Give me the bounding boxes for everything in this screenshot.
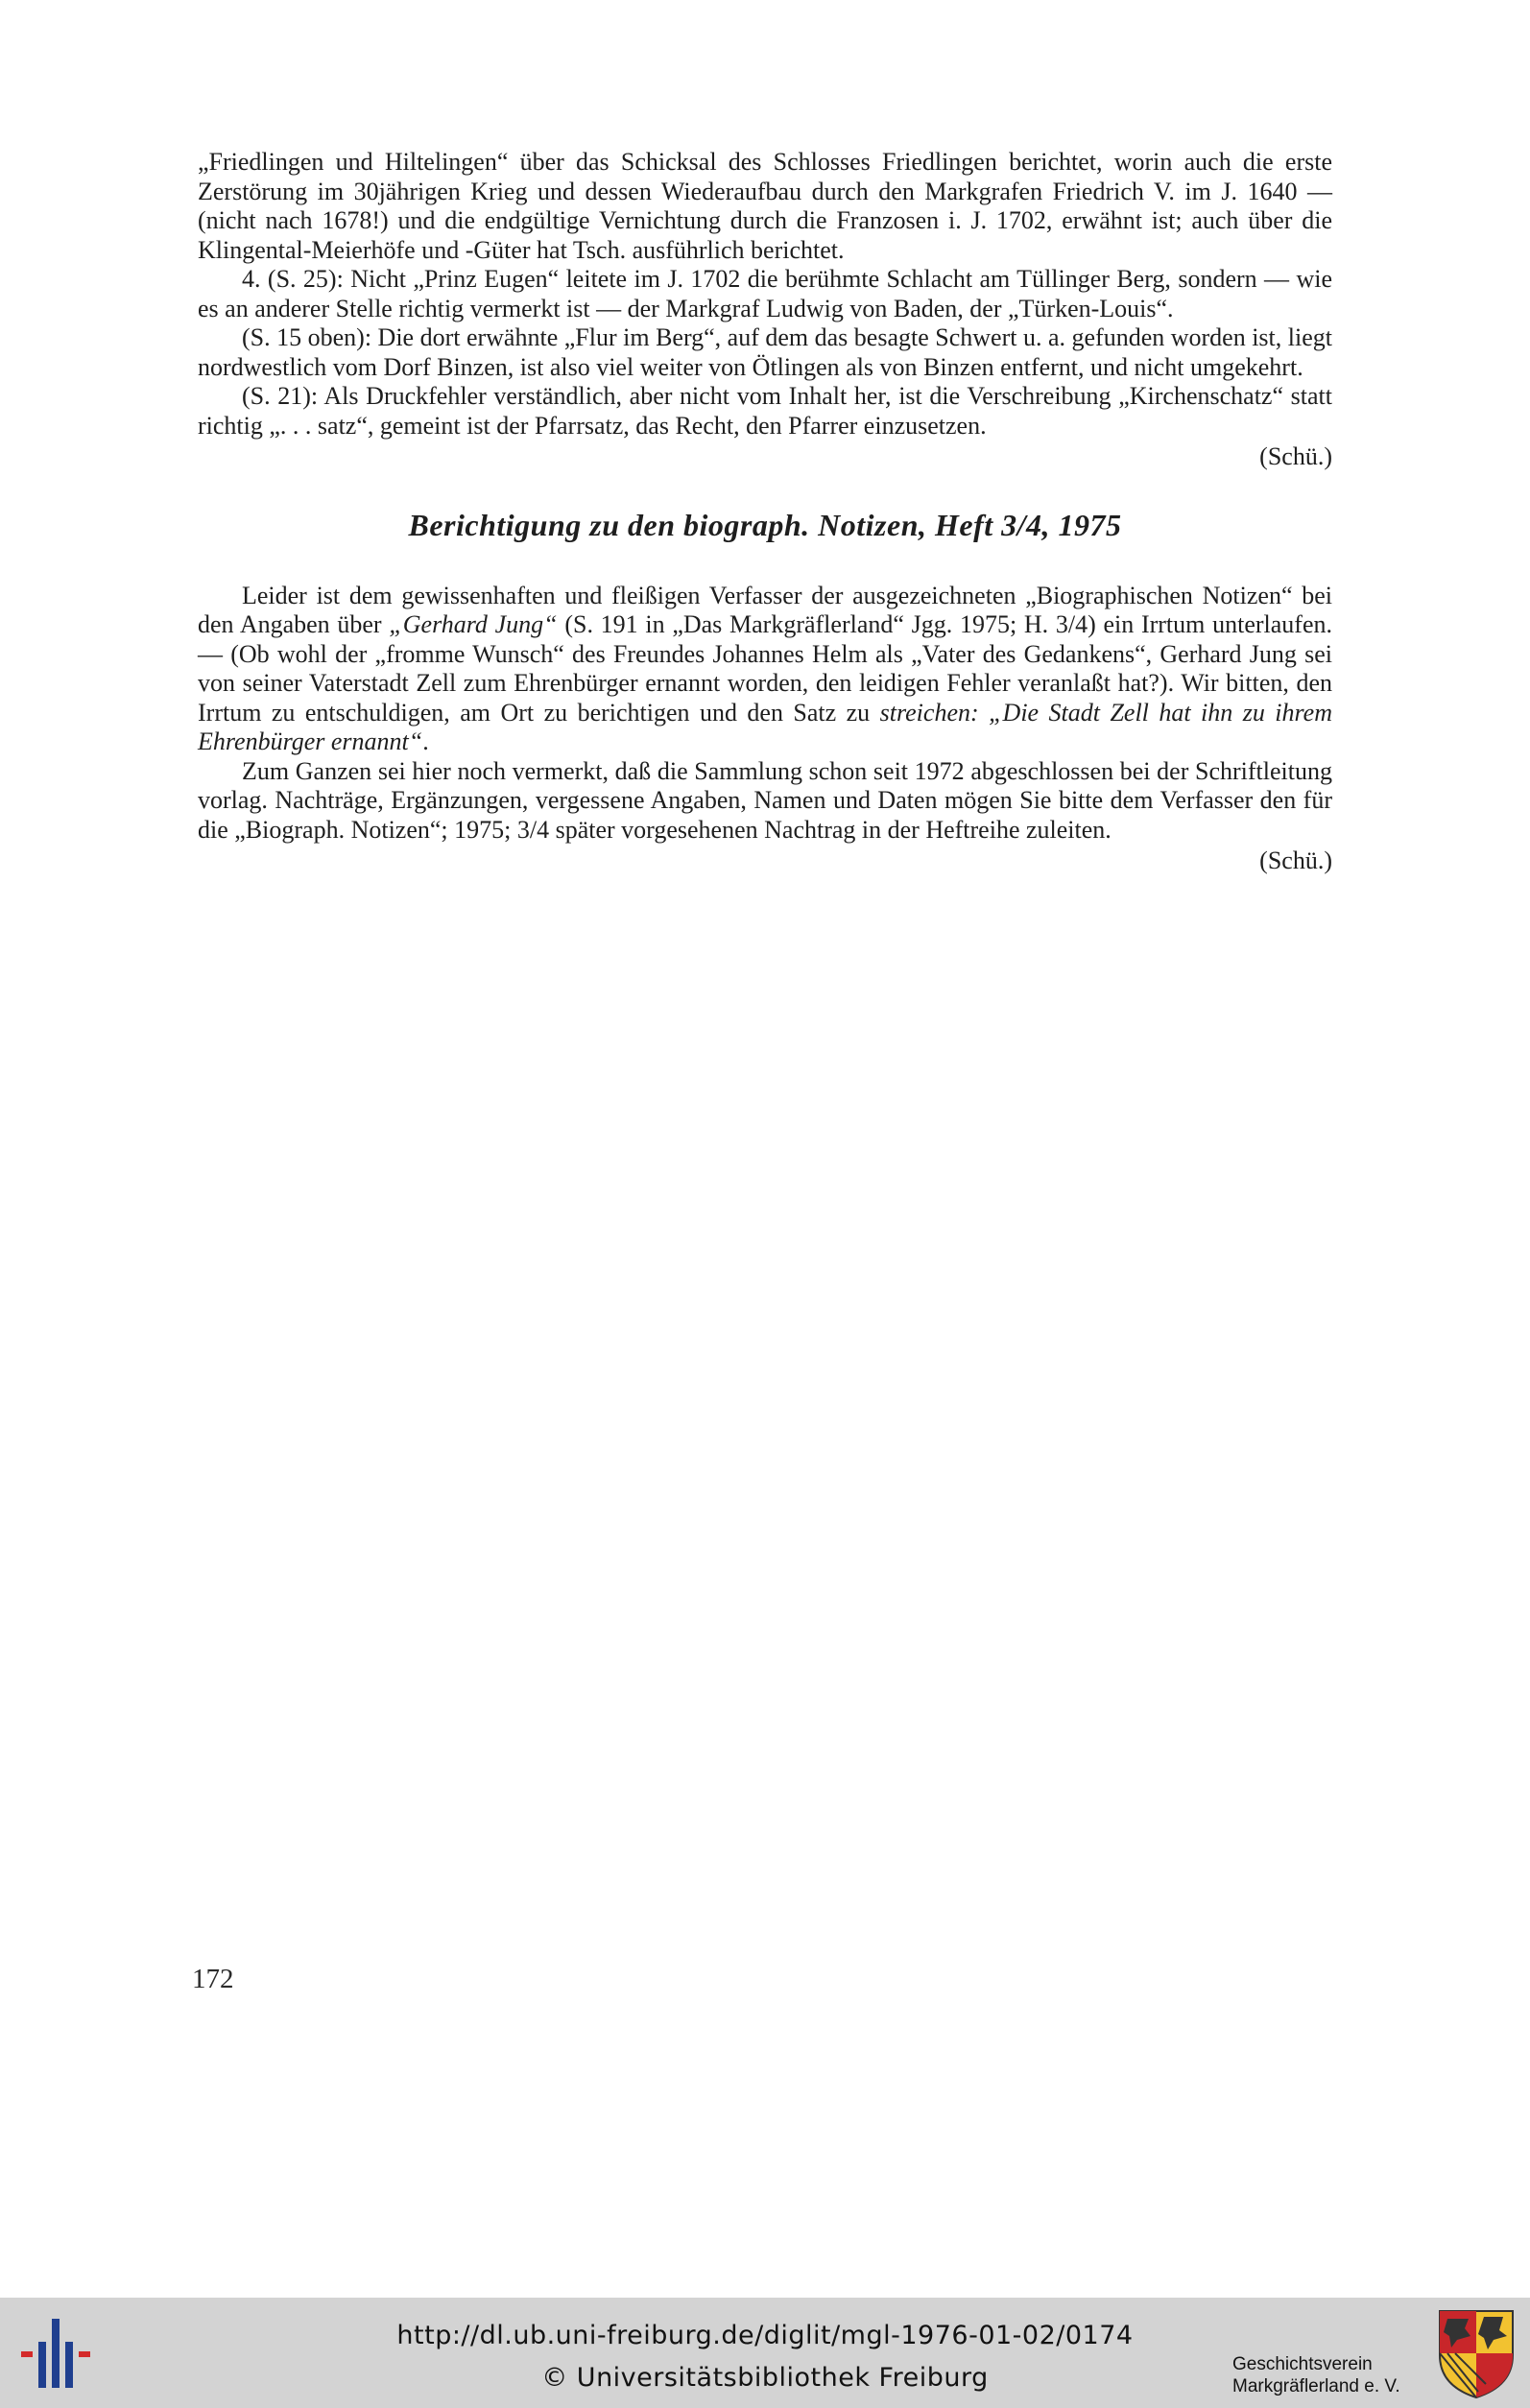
footer-society-name (1232, 2353, 1424, 2397)
paragraph-correction (198, 582, 1332, 757)
delete-sentence-italic: streichen: „Die Stadt Zell hat ihn zu ihrem Ehrenbürger ernannt“ (198, 698, 1332, 755)
signature-schue-2: (Schü.) (1259, 846, 1332, 874)
correction-text-a: Leider ist dem gewissenhaften und fleißigen Verfasser der ausgezeichneten „Biographischen Notizen“ bei den Angaben über (198, 581, 1332, 638)
paragraph-s21: (S. 21): Als Druckfehler verständlich, aber nicht vom Inhalt her, ist die Verschreibung „Kirchenschatz“ statt richtig „. . . satz“, gemeint ist der Pfarrsatz, das Recht, den Pfarrer einzusetzen. (198, 382, 1332, 440)
paragraph-item-4: 4. (S. 25): Nicht „Prinz Eugen“ leitete im J. 1702 die berühmte Schlacht am Tüllinger Berg, sondern — wie es an anderer Stelle richtig vermerkt ist — der Markgraf Ludwig von Baden, der „Türken-Louis“. (198, 265, 1332, 322)
paragraph-s15: (S. 15 oben): Die dort erwähnte „Flur im Berg“, auf dem das besagte Schwert u. a. gefunden worden ist, liegt nordwestlich vom Dorf Binzen, ist also viel weiter von Ötlingen als von Binzen entfernt, und nicht umgekehrt. (198, 323, 1332, 381)
paragraph-collection-note: Zum Ganzen sei hier noch vermerkt, daß die Sammlung schon seit 1972 abgeschlossen bei der Schriftleitung vorlag. Nachträge, Ergänzungen, vergessene Angaben, Namen und Daten mögen Sie bitte dem Verfasser den für die „Biograph. Notizen“; 1975; 3/4 später vorgesehenen Nachtrag in der Heftreihe zuleiten. (198, 756, 1332, 844)
correction-text-c: (S. 191 in „Das Markgräflerland“ Jgg. 1975; H. 3/4) ein Irrtum unterlaufen. — (Ob wohl der „fromme Wunsch“ des Freundes Johannes Helm als „Vater des Gedankens“, Gerhard Jung sei von seiner Vaterstadt Zell zum Ehrenbürger ernannt worden, den leidigen Fehler veranlaßt hat?). Wir bitten, den Irrtum zu entschuldigen, am Ort zu berichtigen und den Satz zu (198, 610, 1332, 727)
article-body (198, 148, 1332, 876)
page-number: 172 (192, 1964, 234, 1994)
correction-text-e: . (422, 727, 429, 755)
signature-schue-1: (Schü.) (1259, 442, 1332, 470)
section-heading: Berichtigung zu den biograph. Notizen, Heft 3/4, 1975 (408, 507, 1122, 542)
society-line-2: Markgräflerland e. V. (1232, 2376, 1400, 2396)
society-line-1: Geschichtsverein (1232, 2354, 1373, 2374)
ub-freiburg-logo-icon (17, 2315, 100, 2392)
footer-copyright: © Universitätsbibliothek Freiburg (541, 2363, 989, 2393)
footer-url-link[interactable]: http://dl.ub.uni-freiburg.de/diglit/mgl-1976-01-02/0174 (396, 2321, 1134, 2350)
gerhard-jung-italic: „Gerhard Jung“ (389, 610, 558, 638)
paragraph-friedlingen: „Friedlingen und Hiltelingen“ über das Schicksal des Schlosses Friedlingen berichtet, worin auch die erste Zerstörung im 30jährigen Krieg und dessen Wiederaufbau durch den Markgrafen Friedrich V. im J. 1640 — (nicht nach 1678!) und die endgültige Vernichtung durch die Franzosen i. J. 1702, erwähnt ist; auch über die Klingental-Meierhöfe und -Güter hat Tsch. ausführlich berichtet. (198, 148, 1332, 264)
footer-bar (0, 2298, 1530, 2408)
coat-of-arms-icon (1436, 2307, 1517, 2399)
